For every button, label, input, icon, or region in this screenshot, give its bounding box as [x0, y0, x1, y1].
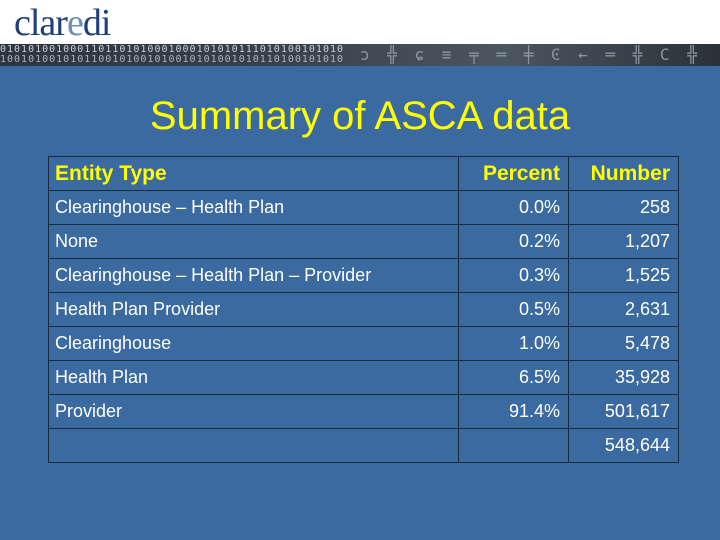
number-cell: 501,617	[569, 395, 679, 429]
percent-cell: 1.0%	[459, 327, 569, 361]
table-row	[49, 361, 679, 395]
table-row	[49, 259, 679, 293]
table-row	[49, 395, 679, 429]
table-row	[49, 327, 679, 361]
percent-cell: 91.4%	[459, 395, 569, 429]
binary-row-1: 0101010010001101101010001000101010111010100101010	[0, 44, 345, 55]
binary-banner	[0, 44, 720, 66]
header-bar	[0, 0, 720, 66]
entity-cell: Health Plan	[49, 361, 459, 395]
entity-cell: Provider	[49, 395, 459, 429]
number-cell: 35,928	[569, 361, 679, 395]
percent-cell: 0.2%	[459, 225, 569, 259]
percent-cell: 0.0%	[459, 191, 569, 225]
percent-cell: 6.5%	[459, 361, 569, 395]
total-number-cell: 548,644	[569, 429, 679, 463]
number-cell: 1,207	[569, 225, 679, 259]
clarendi-logo: claredi	[14, 2, 111, 44]
percent-cell: 0.5%	[459, 293, 569, 327]
header-number: Number	[569, 157, 679, 191]
table-header-row	[49, 157, 679, 191]
header-entity-type: Entity Type	[49, 157, 459, 191]
percent-cell: 0.3%	[459, 259, 569, 293]
asca-summary-table	[48, 156, 679, 463]
slide-title: Summary of ASCA data	[149, 94, 571, 138]
header-percent: Percent	[459, 157, 569, 191]
total-row	[49, 429, 679, 463]
entity-cell: Clearinghouse – Health Plan – Provider	[49, 259, 459, 293]
entity-cell: None	[49, 225, 459, 259]
number-cell: 1,525	[569, 259, 679, 293]
entity-cell: Health Plan Provider	[49, 293, 459, 327]
number-cell: 258	[569, 191, 679, 225]
entity-cell: Clearinghouse	[49, 327, 459, 361]
table-row	[49, 293, 679, 327]
table-row	[49, 191, 679, 225]
total-label-cell	[49, 429, 459, 463]
circuit-glyphs: ɔ ╬ ɕ ≡ ╤ ═ ╪ Ͼ ← ═ ╬ C ╬	[360, 45, 701, 64]
number-cell: 2,631	[569, 293, 679, 327]
entity-cell: Clearinghouse – Health Plan	[49, 191, 459, 225]
number-cell: 5,478	[569, 327, 679, 361]
binary-row-2: 1001010010101100101001010010101001010110100101010	[0, 54, 345, 65]
total-percent-cell	[459, 429, 569, 463]
table-row	[49, 225, 679, 259]
